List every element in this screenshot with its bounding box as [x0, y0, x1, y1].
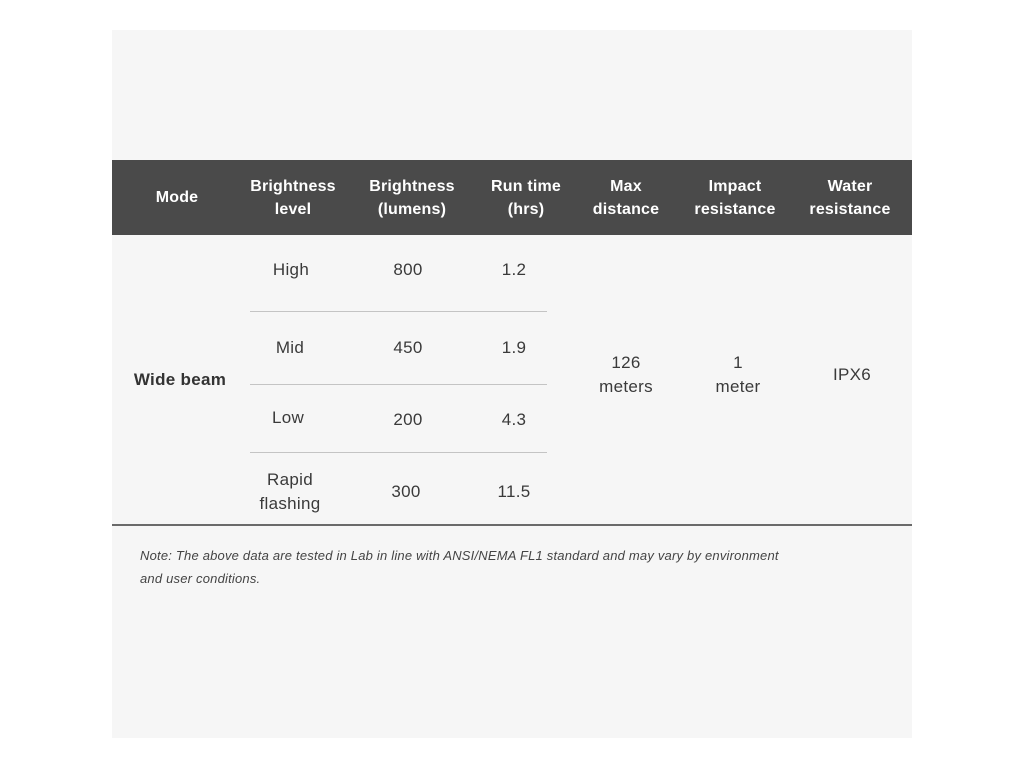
table-row-4-lumens: 300: [391, 482, 421, 501]
footnote-line-2: and user conditions.: [140, 571, 261, 586]
footnote: [140, 544, 900, 590]
table-header: [112, 160, 912, 235]
table-row-1-level: High: [272, 260, 310, 279]
table-bottom-border: [112, 524, 912, 526]
table-row-4-level: Rapid flashing: [259, 470, 321, 513]
table-row-3-runtime: 4.3: [501, 410, 527, 429]
row-divider: [250, 452, 547, 453]
table-row-4-runtime: 11.5: [497, 482, 531, 501]
header-max-distance: Max distance: [592, 177, 660, 218]
header-water-resistance: Water resistance: [809, 177, 891, 218]
header-brightness-level: Brightness level: [250, 177, 336, 218]
row-divider: [250, 384, 547, 385]
table-row-1-runtime: 1.2: [501, 260, 527, 279]
header-brightness-lumens: Brightness (lumens): [369, 177, 455, 218]
table-row-2-runtime: 1.9: [501, 338, 527, 357]
table-row-2-level: Mid: [275, 338, 305, 357]
header-impact-resistance: Impact resistance: [694, 177, 776, 218]
footnote-line-1: Note: The above data are tested in Lab in line with ANSI/NEMA FL1 standard and may vary by environment: [140, 548, 779, 563]
table-row-3-lumens: 200: [393, 410, 423, 429]
header-run-time: Run time (hrs): [490, 177, 562, 218]
table-row-1-lumens: 800: [393, 260, 423, 279]
mode-cell: Wide beam: [133, 369, 227, 389]
spec-panel: [112, 30, 912, 738]
water-resistance-cell: IPX6: [832, 365, 872, 384]
header-mode: Mode: [155, 189, 199, 206]
table-row-2-lumens: 450: [393, 338, 423, 357]
max-distance-cell: 126 meters: [599, 353, 653, 396]
row-divider: [250, 311, 547, 312]
impact-resistance-cell: 1 meter: [715, 353, 761, 396]
table-row-3-level: Low: [271, 408, 305, 427]
